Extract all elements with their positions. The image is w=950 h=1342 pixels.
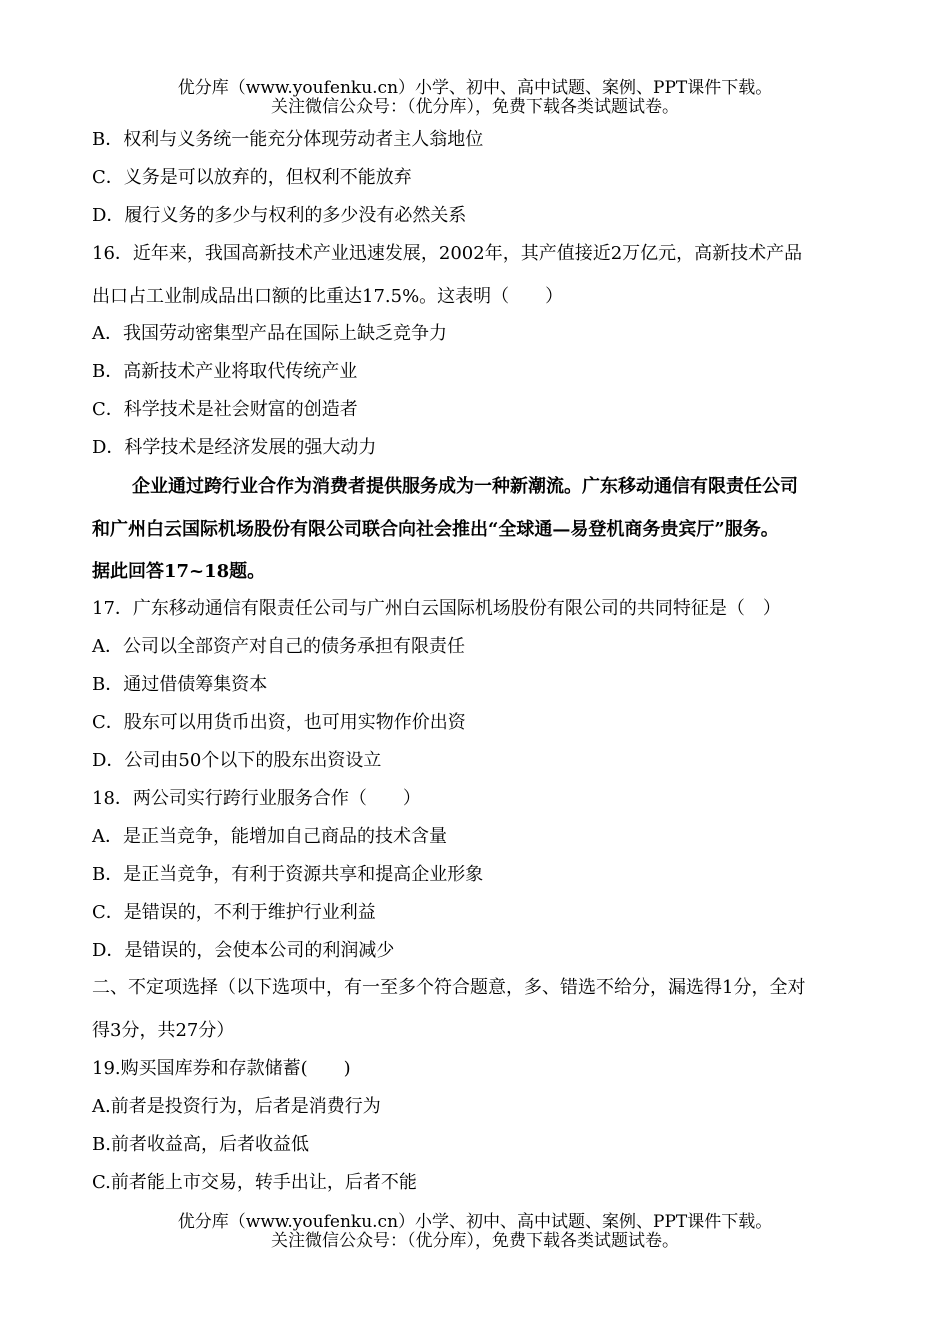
q16-stem-line-1: 16．近年来，我国高新技术产业迅速发展，2002年，其产值接近2万亿元，高新技术产品	[92, 243, 803, 264]
q17-option-b: B．通过借债筹集资本	[92, 674, 268, 695]
q18-option-d: D．是错误的，会使本公司的利润减少	[92, 940, 395, 961]
header-line-1: 优分库（www.youfenku.cn）小学、初中、高中试题、案例、PPT课件下载。	[177, 78, 773, 98]
section-2-heading-line-1: 二、不定项选择（以下选项中，有一至多个符合题意，多、错选不给分，漏选得1分，全对	[92, 977, 806, 998]
q19-option-b: B.前者收益高，后者收益低	[92, 1134, 309, 1155]
q16-option-b: B．高新技术产业将取代传统产业	[92, 361, 358, 382]
q18-option-c: C．是错误的，不利于维护行业利益	[92, 902, 376, 923]
q17-option-a: A．公司以全部资产对自己的债务承担有限责任	[92, 636, 465, 657]
q19-option-c: C.前者能上市交易，转手出让，后者不能	[92, 1172, 417, 1193]
q18-option-b: B．是正当竞争，有利于资源共享和提高企业形象	[92, 864, 484, 885]
q17-option-c: C．股东可以用货币出资，也可用实物作价出资	[92, 712, 466, 733]
header-line-2: 关注微信公众号：（优分库），免费下载各类试题试卷。	[271, 97, 679, 117]
q16-option-a: A．我国劳动密集型产品在国际上缺乏竞争力	[92, 323, 447, 344]
q16-stem-line-2: 出口占工业制成品出口额的比重达17.5%。这表明（ ）	[92, 286, 564, 307]
material-line-3: 据此回答17~18题。	[92, 561, 266, 582]
q16-option-c: C．科学技术是社会财富的创造者	[92, 399, 358, 420]
q17-stem: 17．广东移动通信有限责任公司与广州白云国际机场股份有限公司的共同特征是（ ）	[92, 598, 781, 619]
q16-option-d: D．科学技术是经济发展的强大动力	[92, 437, 377, 458]
material-line-1: 企业通过跨行业合作为消费者提供服务成为一种新潮流。广东移动通信有限责任公司	[132, 476, 798, 497]
q15-option-c: C．义务是可以放弃的，但权利不能放弃	[92, 167, 412, 188]
q15-option-b: B．权利与义务统一能充分体现劳动者主人翁地位	[92, 129, 484, 150]
material-line-2: 和广州白云国际机场股份有限公司联合向社会推出“全球通—易登机商务贵宾厅”服务。	[92, 519, 779, 540]
footer-line-1: 优分库（www.youfenku.cn）小学、初中、高中试题、案例、PPT课件下载。	[177, 1212, 773, 1232]
q19-stem: 19.购买国库券和存款储蓄( )	[92, 1058, 351, 1079]
q17-option-d: D．公司由50个以下的股东出资设立	[92, 750, 382, 771]
q15-option-d: D．履行义务的多少与权利的多少没有必然关系	[92, 205, 467, 226]
q18-stem: 18．两公司实行跨行业服务合作（ ）	[92, 788, 421, 809]
q19-option-a: A.前者是投资行为，后者是消费行为	[92, 1096, 381, 1117]
footer-line-2: 关注微信公众号：（优分库），免费下载各类试题试卷。	[271, 1231, 679, 1251]
q18-option-a: A．是正当竞争，能增加自己商品的技术含量	[92, 826, 447, 847]
section-2-heading-line-2: 得3分，共27分）	[92, 1020, 235, 1041]
